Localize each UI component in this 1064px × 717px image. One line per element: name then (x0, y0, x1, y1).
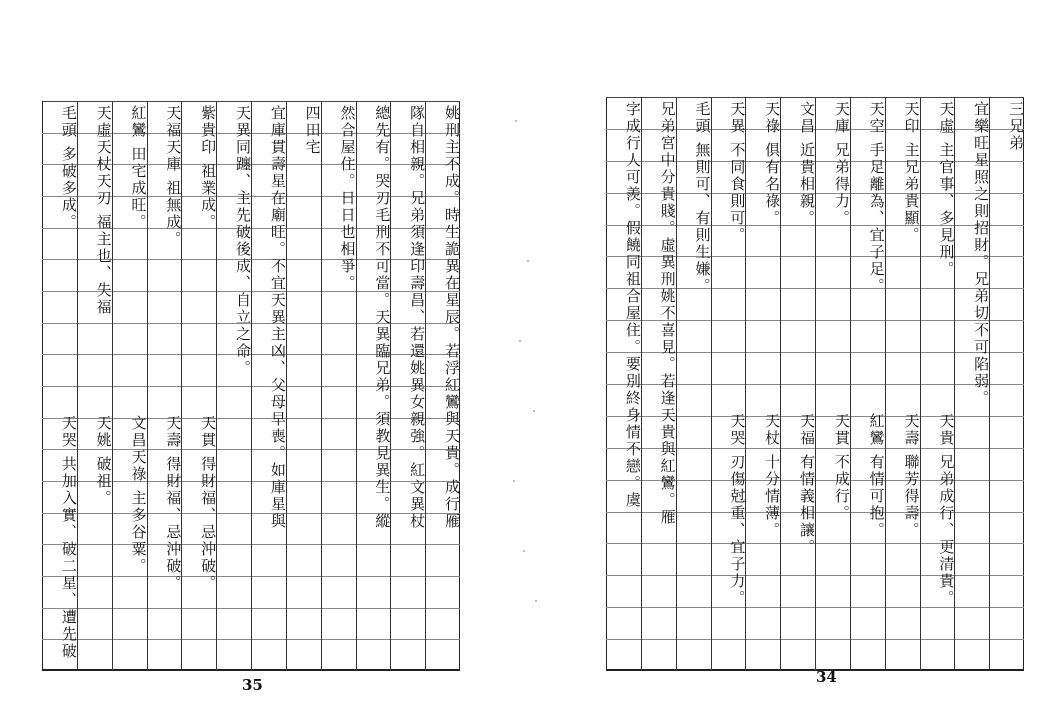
text-column (920, 97, 955, 671)
text-column (147, 101, 182, 671)
column-upper-text: 天庫 兄弟得力。 (832, 101, 851, 227)
column-upper-text: 天異 不同食則可。 (728, 101, 747, 244)
column-upper-text: 字成行人可羨。假饒同祖合屋住。要別終身情不戀。虞 (623, 101, 642, 509)
text-column (112, 101, 147, 671)
column-upper-text: 然合屋住。日日也相爭。 (338, 105, 357, 292)
column-lower-text: 天壽 得財福、忌沖破。 (164, 414, 183, 592)
text-column (641, 97, 676, 671)
column-upper-text: 毛頭 無則可、有則生嫌。 (693, 101, 712, 295)
text-column (989, 97, 1024, 671)
text-column (286, 101, 321, 671)
column-lower-text: 天貫 不成行。 (832, 412, 851, 522)
column-upper-text: 天異同躔、主先破後成、自立之命。 (233, 105, 252, 377)
column-lower-text: 文昌天祿 主多谷粟。 (129, 414, 148, 575)
column-upper-text: 紅鸞 田宅成旺。 (129, 105, 148, 231)
text-column (815, 97, 850, 671)
column-lower-text: 天福 有情義相讓。 (797, 412, 816, 556)
left-page (42, 101, 460, 671)
column-upper-text: 天祿 俱有名祿。 (763, 101, 782, 227)
text-column (780, 97, 815, 671)
column-lower-text: 天哭 共加入實、破二星、遭先破 (59, 414, 78, 660)
column-lower-text: 天姚 破祖。 (94, 414, 113, 507)
text-column (181, 101, 216, 671)
column-lower-text: 天杖 十分情薄。 (763, 412, 782, 539)
column-upper-text: 總先有。哭刃毛刑不可當。天異臨兄弟。須教見異生。縱 (373, 105, 392, 530)
text-column (676, 97, 711, 671)
text-column (42, 101, 77, 671)
column-upper-text: 宜庫貫壽星在廟旺。不宜天異主凶、父母早喪。如庫星與 (268, 105, 287, 530)
column-upper-text: 姚刑主不成。時生詭異在星辰。若浮紅鸞與天貴。成行雁 (442, 105, 461, 530)
left-page-number: 35 (242, 676, 263, 694)
column-upper-text: 兄弟宮中分貴賤。虛異刑姚不喜見。若逢天貴與紅鸞。雁 (658, 101, 677, 526)
text-column (850, 97, 885, 671)
column-upper-text: 四田宅 (303, 105, 322, 156)
right-page-number: 34 (816, 668, 837, 686)
column-upper-text: 宜樂旺星照之則招財。兄弟切不可陷弱。 (972, 101, 991, 407)
column-upper-text: 紫貴印 祖業成。 (199, 105, 218, 231)
column-lower-text: 天貫 得財福、忌沖破。 (199, 414, 218, 592)
text-column (77, 101, 112, 671)
column-upper-text: 毛頭 多破多成。 (59, 105, 78, 231)
column-upper-text: 天福天庫 祖無成。 (164, 105, 183, 248)
text-column (321, 101, 356, 671)
text-column (390, 101, 425, 671)
column-upper-text: 隊自相親。兄弟須逢印壽昌、若還姚異女親強。紅文異杖 (408, 105, 427, 530)
text-column (885, 97, 920, 671)
column-upper-text: 文昌 近貴相親。 (797, 101, 816, 227)
text-column (251, 101, 286, 671)
column-lower-text: 天哭 刃傷尅重、宜子力。 (728, 412, 747, 607)
text-column (711, 97, 746, 671)
right-page (606, 97, 1024, 671)
gutter-noise (505, 80, 545, 680)
text-column (745, 97, 780, 671)
column-upper-text: 天虛 主官事、多見刑。 (937, 101, 956, 278)
text-column (606, 97, 641, 671)
column-upper-text: 天空 手足離為、宜子足。 (867, 101, 886, 295)
column-lower-text: 天壽 聯芳得壽。 (902, 412, 921, 539)
text-column (356, 101, 391, 671)
text-column (954, 97, 989, 671)
column-upper-text: 天印 主兄弟貴顯。 (902, 101, 921, 244)
column-lower-text: 天貴 兄弟成行、更清貴。 (937, 412, 956, 607)
text-column (216, 101, 251, 671)
text-column (425, 101, 460, 671)
column-lower-text: 紅鸞 有情可抱。 (867, 412, 886, 539)
column-upper-text: 三兄弟 (1006, 101, 1025, 152)
column-upper-text: 天虛天杖天刃 福主也、失福 (94, 105, 113, 316)
